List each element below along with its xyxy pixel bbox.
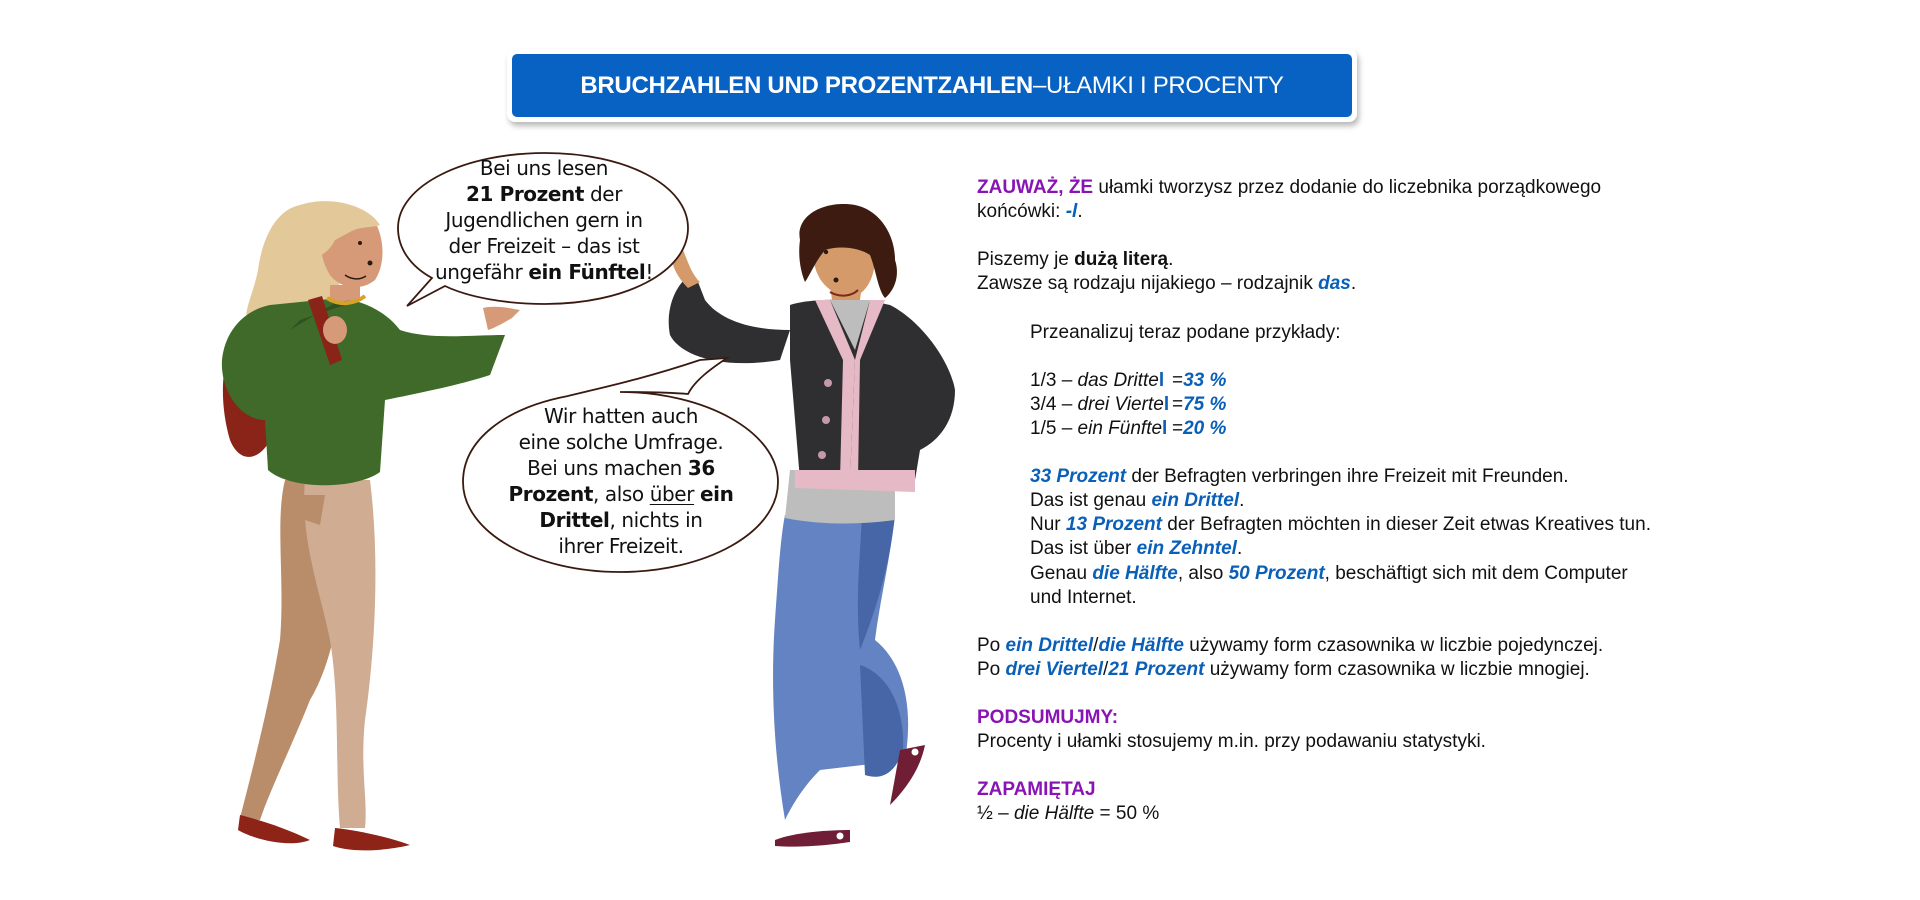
bubble2-line1: Wir hatten auch: [543, 404, 699, 428]
example-fraction: 1/5 –: [1030, 417, 1078, 439]
bubble2-highlight-drittel: Drittel: [539, 508, 610, 532]
sentence-text: .: [1239, 490, 1245, 512]
example-percent: 20 %: [1183, 417, 1227, 439]
sentence-text: der Befragten möchten in dieser Zeit etwas Kreatives tun.: [1162, 514, 1651, 536]
highlight: 21 Prozent: [1108, 658, 1205, 680]
remember-heading: ZAPAMIĘTAJ: [977, 779, 1096, 801]
capital-rule-pre: Piszemy je: [977, 249, 1075, 271]
bubble2-underlined-word: über: [649, 482, 695, 506]
bubble1-line1: Bei uns lesen: [479, 156, 609, 180]
example-row: [977, 369, 1737, 393]
slash: /: [1103, 658, 1109, 680]
example-sentence-6: und Internet.: [1030, 586, 1137, 608]
title-german: BRUCHZAHLEN UND PROZENTZAHLEN: [580, 71, 1033, 99]
example-sentence-5: [977, 562, 1737, 586]
capital-rule-bold: dużą literą: [1074, 249, 1169, 271]
sentence-text: Das ist genau: [1030, 490, 1152, 512]
analyze-prompt: Przeanalizuj teraz podane przykłady:: [1030, 321, 1341, 343]
remember-percent: = 50 %: [1094, 803, 1160, 825]
example-fraction-word: [1030, 393, 1172, 417]
note-line-1: [977, 176, 1737, 200]
bubble2-line4: [478, 481, 764, 507]
example-sentence-2: [977, 489, 1737, 513]
article-highlight: das: [1318, 273, 1351, 295]
rule-text: Po: [977, 658, 1006, 680]
capital-rule-post: .: [1168, 249, 1174, 271]
remember-text: [977, 802, 1737, 826]
bubble2-line5: [478, 507, 764, 533]
sentence-text: Genau: [1030, 562, 1093, 584]
example-word: das Dritte: [1077, 369, 1159, 391]
speech-bubble-2-text: [478, 403, 764, 559]
bubble1-highlight-percent: 21 Prozent: [465, 182, 585, 206]
rule-text: Po: [977, 634, 1006, 656]
example-equals: =: [1172, 369, 1184, 391]
example-row: [977, 417, 1737, 441]
example-sentence-4: [977, 537, 1737, 561]
spacer: [977, 610, 1737, 634]
gender-rule-post: .: [1350, 273, 1357, 295]
example-percent: 75 %: [1183, 393, 1227, 415]
example-fraction: 3/4 –: [1030, 393, 1078, 415]
example-word: ein Fünfte: [1077, 417, 1163, 439]
example-suffix: l: [1158, 369, 1165, 391]
capital-rule: [977, 248, 1737, 272]
spacer: [977, 682, 1737, 706]
note-line-2: [977, 200, 1737, 224]
note-label: ZAUWAŻ, ŻE: [977, 177, 1094, 198]
highlight: ein Zehntel: [1136, 538, 1237, 560]
rule-text: używamy form czasownika w liczbie mnogiej.: [1204, 658, 1590, 680]
example-sentence-1: [977, 465, 1737, 489]
title-separator: –: [1032, 71, 1047, 99]
verb-rule-plural: [977, 658, 1737, 682]
example-suffix: l: [1163, 393, 1170, 415]
highlight: drei Viertel: [1005, 658, 1104, 680]
highlight: 13 Prozent: [1065, 514, 1162, 536]
girl-blonde-figure: [222, 201, 520, 850]
slash: /: [1093, 634, 1099, 656]
sentence-text: der Befragten verbringen ihre Freizeit mit Freunden.: [1126, 466, 1569, 488]
bubble2-highlight-prozent: Prozent: [508, 482, 593, 506]
example-word: drei Vierte: [1077, 393, 1164, 415]
bubble2-line3: [478, 455, 764, 481]
bubble1-line5-post: !: [645, 260, 653, 284]
bubble2-highlight-ein: ein: [700, 482, 734, 506]
highlight: die Hälfte: [1098, 634, 1184, 656]
bubble2-line2: eine solche Umfrage.: [518, 430, 724, 454]
bubble2-line4-mid: , also: [592, 482, 650, 506]
bubble1-line5: [418, 259, 670, 285]
spacer: [977, 296, 1737, 320]
bubble2-line6: ihrer Freizeit.: [558, 534, 684, 558]
sentence-text: , beschäftigt sich mit dem Computer: [1324, 562, 1628, 584]
example-sentence-3: [977, 513, 1737, 537]
spacer: [977, 441, 1737, 465]
example-fraction-word: [1030, 417, 1172, 441]
example-equals: =: [1172, 417, 1184, 439]
remember-word: die Hälfte: [1013, 803, 1095, 825]
spacer: [977, 224, 1737, 248]
spacer: [977, 754, 1737, 778]
sentence-text: Das ist über: [1030, 538, 1137, 560]
highlight: ein Drittel: [1151, 490, 1240, 512]
remember-fraction: ½ –: [977, 803, 1014, 825]
sentence-text: .: [1236, 538, 1243, 560]
summary-heading: PODSUMUJMY:: [977, 707, 1119, 729]
example-percent: 33 %: [1183, 369, 1227, 391]
highlight: ein Drittel: [1005, 634, 1094, 656]
example-row: [977, 393, 1737, 417]
explanation-text: [977, 176, 1737, 827]
bubble1-highlight-fraction: ein Fünftel: [528, 260, 646, 284]
sentence-text: , also: [1177, 562, 1229, 584]
summary-text: Procenty i ułamki stosujemy m.in. przy podawaniu statystyki.: [977, 731, 1486, 753]
bubble2-line3-pre: Bei uns machen: [527, 456, 688, 480]
gender-rule-pre: Zawsze są rodzaju nijakiego – rodzajnik: [977, 273, 1319, 295]
example-suffix: l: [1162, 417, 1168, 439]
spacer: [977, 345, 1737, 369]
rule-text: używamy form czasownika w liczbie pojedynczej.: [1183, 634, 1604, 656]
note-text-2: końcówki:: [977, 201, 1066, 223]
verb-rule-singular: [977, 634, 1737, 658]
bubble1-line2: [418, 181, 670, 207]
highlight: 33 Prozent: [1030, 466, 1127, 488]
bubble1-line3: Jugendlichen gern in: [445, 208, 643, 232]
note-text: ułamki tworzysz przez dodanie do liczebnika porządkowego: [1093, 177, 1602, 198]
bubble2-line5-rest: , nichts in: [609, 508, 703, 532]
example-fraction-word: [1030, 369, 1172, 393]
highlight: die Hälfte: [1092, 562, 1178, 584]
title-polish: UŁAMKI I PROCENTY: [1046, 71, 1284, 99]
note-period: .: [1077, 201, 1083, 223]
example-fraction: 1/3 –: [1030, 369, 1078, 391]
sentence-text: Nur: [1030, 514, 1066, 536]
bubble2-highlight-number: 36: [687, 456, 715, 480]
suffix-highlight: -l: [1065, 201, 1078, 223]
bubble1-line4: der Freizeit – das ist: [448, 234, 640, 258]
highlight: 50 Prozent: [1228, 562, 1325, 584]
bubble1-line2-rest: der: [584, 182, 623, 206]
example-equals: =: [1172, 393, 1184, 415]
speech-bubble-1-text: [418, 155, 670, 285]
gender-rule: [977, 272, 1737, 296]
bubble1-line5-pre: ungefähr: [435, 260, 529, 284]
